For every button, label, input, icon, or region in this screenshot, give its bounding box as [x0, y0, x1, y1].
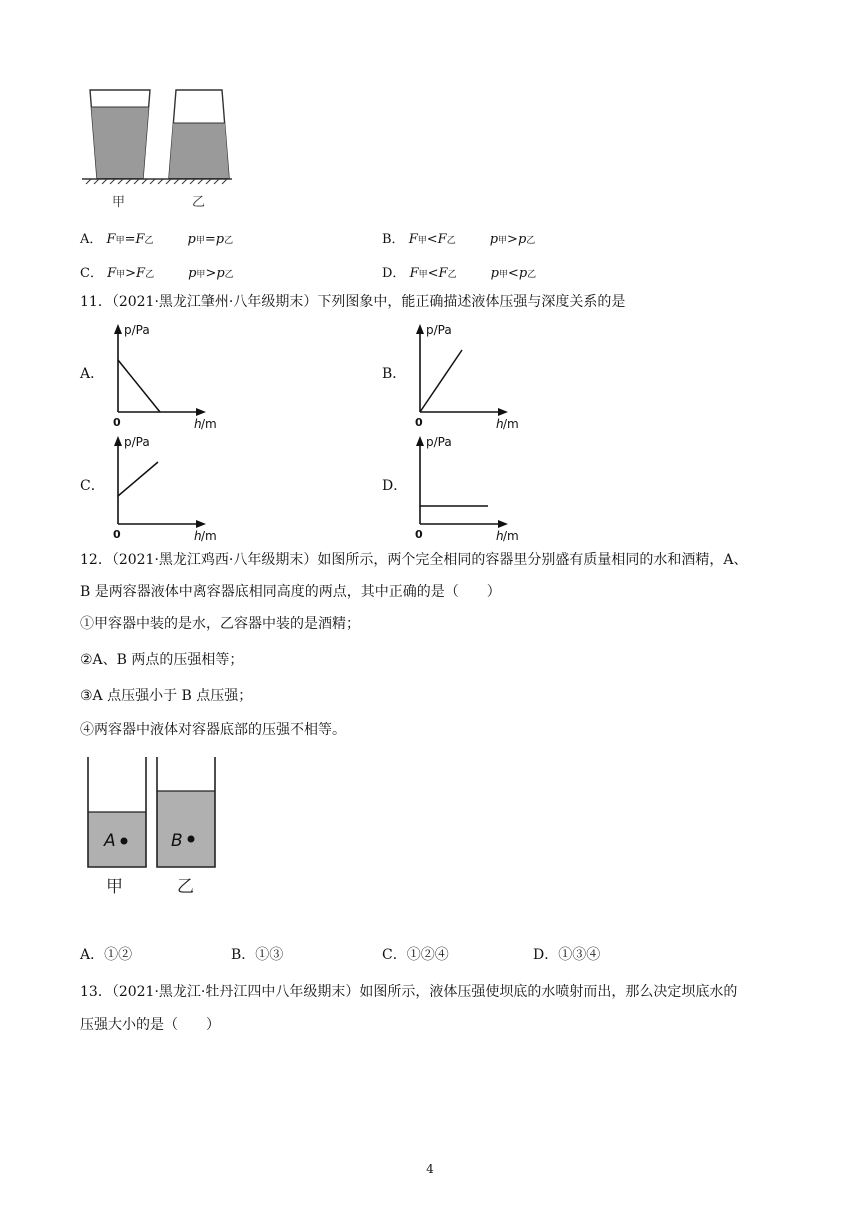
y-axis-arrow	[114, 436, 122, 446]
q11-graph-a	[80, 322, 230, 432]
pressure-right-sub: 乙	[527, 270, 537, 280]
pressure-left-sub: 甲	[195, 236, 205, 246]
pressure-right-sub: 乙	[224, 270, 234, 280]
q12-point-a-label: A	[104, 831, 116, 851]
force-left-sub: 甲	[116, 270, 126, 280]
pressure-depth-line	[118, 462, 158, 496]
q12-option-b[interactable]: B．①③	[231, 947, 284, 963]
pressure-right-sub: 乙	[224, 236, 234, 246]
pressure-left: p	[490, 266, 499, 281]
q11-stem: 11．（2021·黑龙江肇州·八年级期末）下列图象中，能正确描述液体压强与深度关系的是	[80, 294, 626, 310]
y-axis-label: p/Pa	[124, 435, 150, 449]
q12-stem-line1: 12．（2021·黑龙江鸡西·八年级期末）如图所示，两个完全相同的容器里分别盛有质量相同的水和酒精，A、	[80, 552, 748, 568]
option-letter: A．	[80, 232, 103, 247]
q12-statement-3: ③A 点压强小于 B 点压强；	[80, 688, 253, 704]
y-axis-arrow	[114, 324, 122, 334]
pressure-left-sub: 甲	[196, 270, 206, 280]
option-letter: C．	[80, 266, 103, 281]
y-axis-label: p/Pa	[124, 323, 150, 337]
origin-label: 0	[415, 416, 423, 429]
pressure-left: p	[188, 266, 197, 281]
force-relation: <	[427, 266, 439, 281]
q12-point-b-dot	[188, 836, 195, 843]
x-axis-arrow	[498, 408, 508, 416]
force-right-sub: 乙	[447, 270, 457, 280]
q12-statement-2: ②A、B 两点的压强相等；	[80, 652, 244, 668]
pressure-right: p	[517, 232, 527, 247]
q12-label-jia: 甲	[106, 877, 123, 897]
q13-stem-line1: 13．（2021·黑龙江·牡丹江四中八年级期末）如图所示，液体压强使坝底的水喷射而出，那么决定坝底水的	[80, 984, 738, 1000]
q10-figure	[80, 85, 240, 215]
q12-figure	[80, 755, 230, 900]
force-left-sub: 甲	[115, 236, 125, 246]
force-right-sub: 乙	[145, 270, 155, 280]
q10-option-c[interactable]	[80, 262, 234, 281]
force-left: F	[409, 266, 419, 281]
origin-label: 0	[113, 528, 121, 541]
q11-graph-d	[382, 434, 532, 544]
q11-option-letter: C．	[80, 478, 105, 494]
y-axis-label: p/Pa	[426, 323, 452, 337]
x-axis-label-unit: /m	[503, 529, 519, 543]
force-right: F	[437, 232, 447, 247]
y-axis-label: p/Pa	[426, 435, 452, 449]
pressure-relation: =	[204, 232, 216, 247]
x-axis-label-unit: /m	[503, 417, 519, 431]
origin-label: 0	[415, 528, 423, 541]
pressure-left: p	[489, 232, 499, 247]
x-axis-label-var: h	[194, 417, 202, 431]
force-right-sub: 乙	[144, 236, 154, 246]
force-relation: =	[124, 232, 136, 247]
origin-label: 0	[113, 416, 121, 429]
y-axis-arrow	[416, 436, 424, 446]
force-relation: >	[125, 266, 137, 281]
q12-option-a[interactable]: A．①②	[80, 947, 133, 963]
x-axis-label-var: h	[496, 417, 504, 431]
q12-statement-1: ①甲容器中装的是水，乙容器中装的是酒精；	[80, 616, 360, 632]
q10-label-yi: 乙	[192, 195, 206, 210]
pressure-right: p	[518, 266, 528, 281]
q12-statement-4: ④两容器中液体对容器底部的压强不相等。	[80, 722, 346, 738]
x-axis-arrow	[196, 520, 206, 528]
q11-option-letter: A．	[80, 366, 105, 382]
q11-graph-c	[80, 434, 230, 544]
option-letter: D．	[382, 266, 406, 281]
force-left-sub: 甲	[418, 270, 428, 280]
option-letter: B．	[382, 232, 405, 247]
q12-stem-line2: B 是两容器液体中离容器底相同高度的两点，其中正确的是（ ）	[80, 584, 501, 600]
pressure-left-sub: 甲	[498, 236, 508, 246]
q11-option-letter: B．	[382, 366, 407, 382]
pressure-right: p	[216, 266, 225, 281]
pressure-relation: >	[507, 232, 518, 247]
x-axis-arrow	[196, 408, 206, 416]
x-axis-label-unit: /m	[201, 417, 217, 431]
force-left-sub: 甲	[417, 236, 427, 246]
x-axis-label-unit: /m	[201, 529, 217, 543]
page-number: 4	[426, 1162, 434, 1176]
q10-option-a[interactable]	[80, 228, 233, 247]
pressure-relation: >	[205, 266, 217, 281]
pressure-left: p	[187, 232, 196, 247]
pressure-right: p	[215, 232, 225, 247]
q11-graph-b	[382, 322, 532, 432]
force-left: F	[408, 232, 418, 247]
y-axis-arrow	[416, 324, 424, 334]
q12-option-d[interactable]: D．①③④	[533, 947, 601, 963]
pressure-depth-line	[420, 350, 462, 412]
pressure-relation: <	[507, 266, 519, 281]
force-left: F	[106, 232, 116, 247]
pressure-depth-line	[118, 360, 160, 412]
x-axis-label-var: h	[496, 529, 504, 543]
q12-point-b-label: B	[171, 831, 183, 851]
q13-stem-line2: 压强大小的是（ ）	[80, 1017, 220, 1033]
q12-option-c[interactable]: C．①②④	[382, 947, 449, 963]
q10-option-d[interactable]	[382, 262, 536, 281]
q11-option-letter: D．	[382, 478, 408, 494]
x-axis-arrow	[498, 520, 508, 528]
force-right: F	[438, 266, 448, 281]
force-relation: <	[426, 232, 438, 247]
force-right-sub: 乙	[446, 236, 456, 246]
x-axis-label-var: h	[194, 529, 202, 543]
force-left: F	[107, 266, 117, 281]
q10-label-jia: 甲	[112, 195, 126, 210]
q12-point-a-dot	[121, 838, 128, 845]
q12-label-yi: 乙	[177, 877, 194, 897]
pressure-right-sub: 乙	[526, 236, 536, 246]
force-right: F	[136, 266, 146, 281]
q10-option-b[interactable]	[382, 228, 535, 247]
pressure-left-sub: 甲	[498, 270, 508, 280]
force-right: F	[135, 232, 145, 247]
